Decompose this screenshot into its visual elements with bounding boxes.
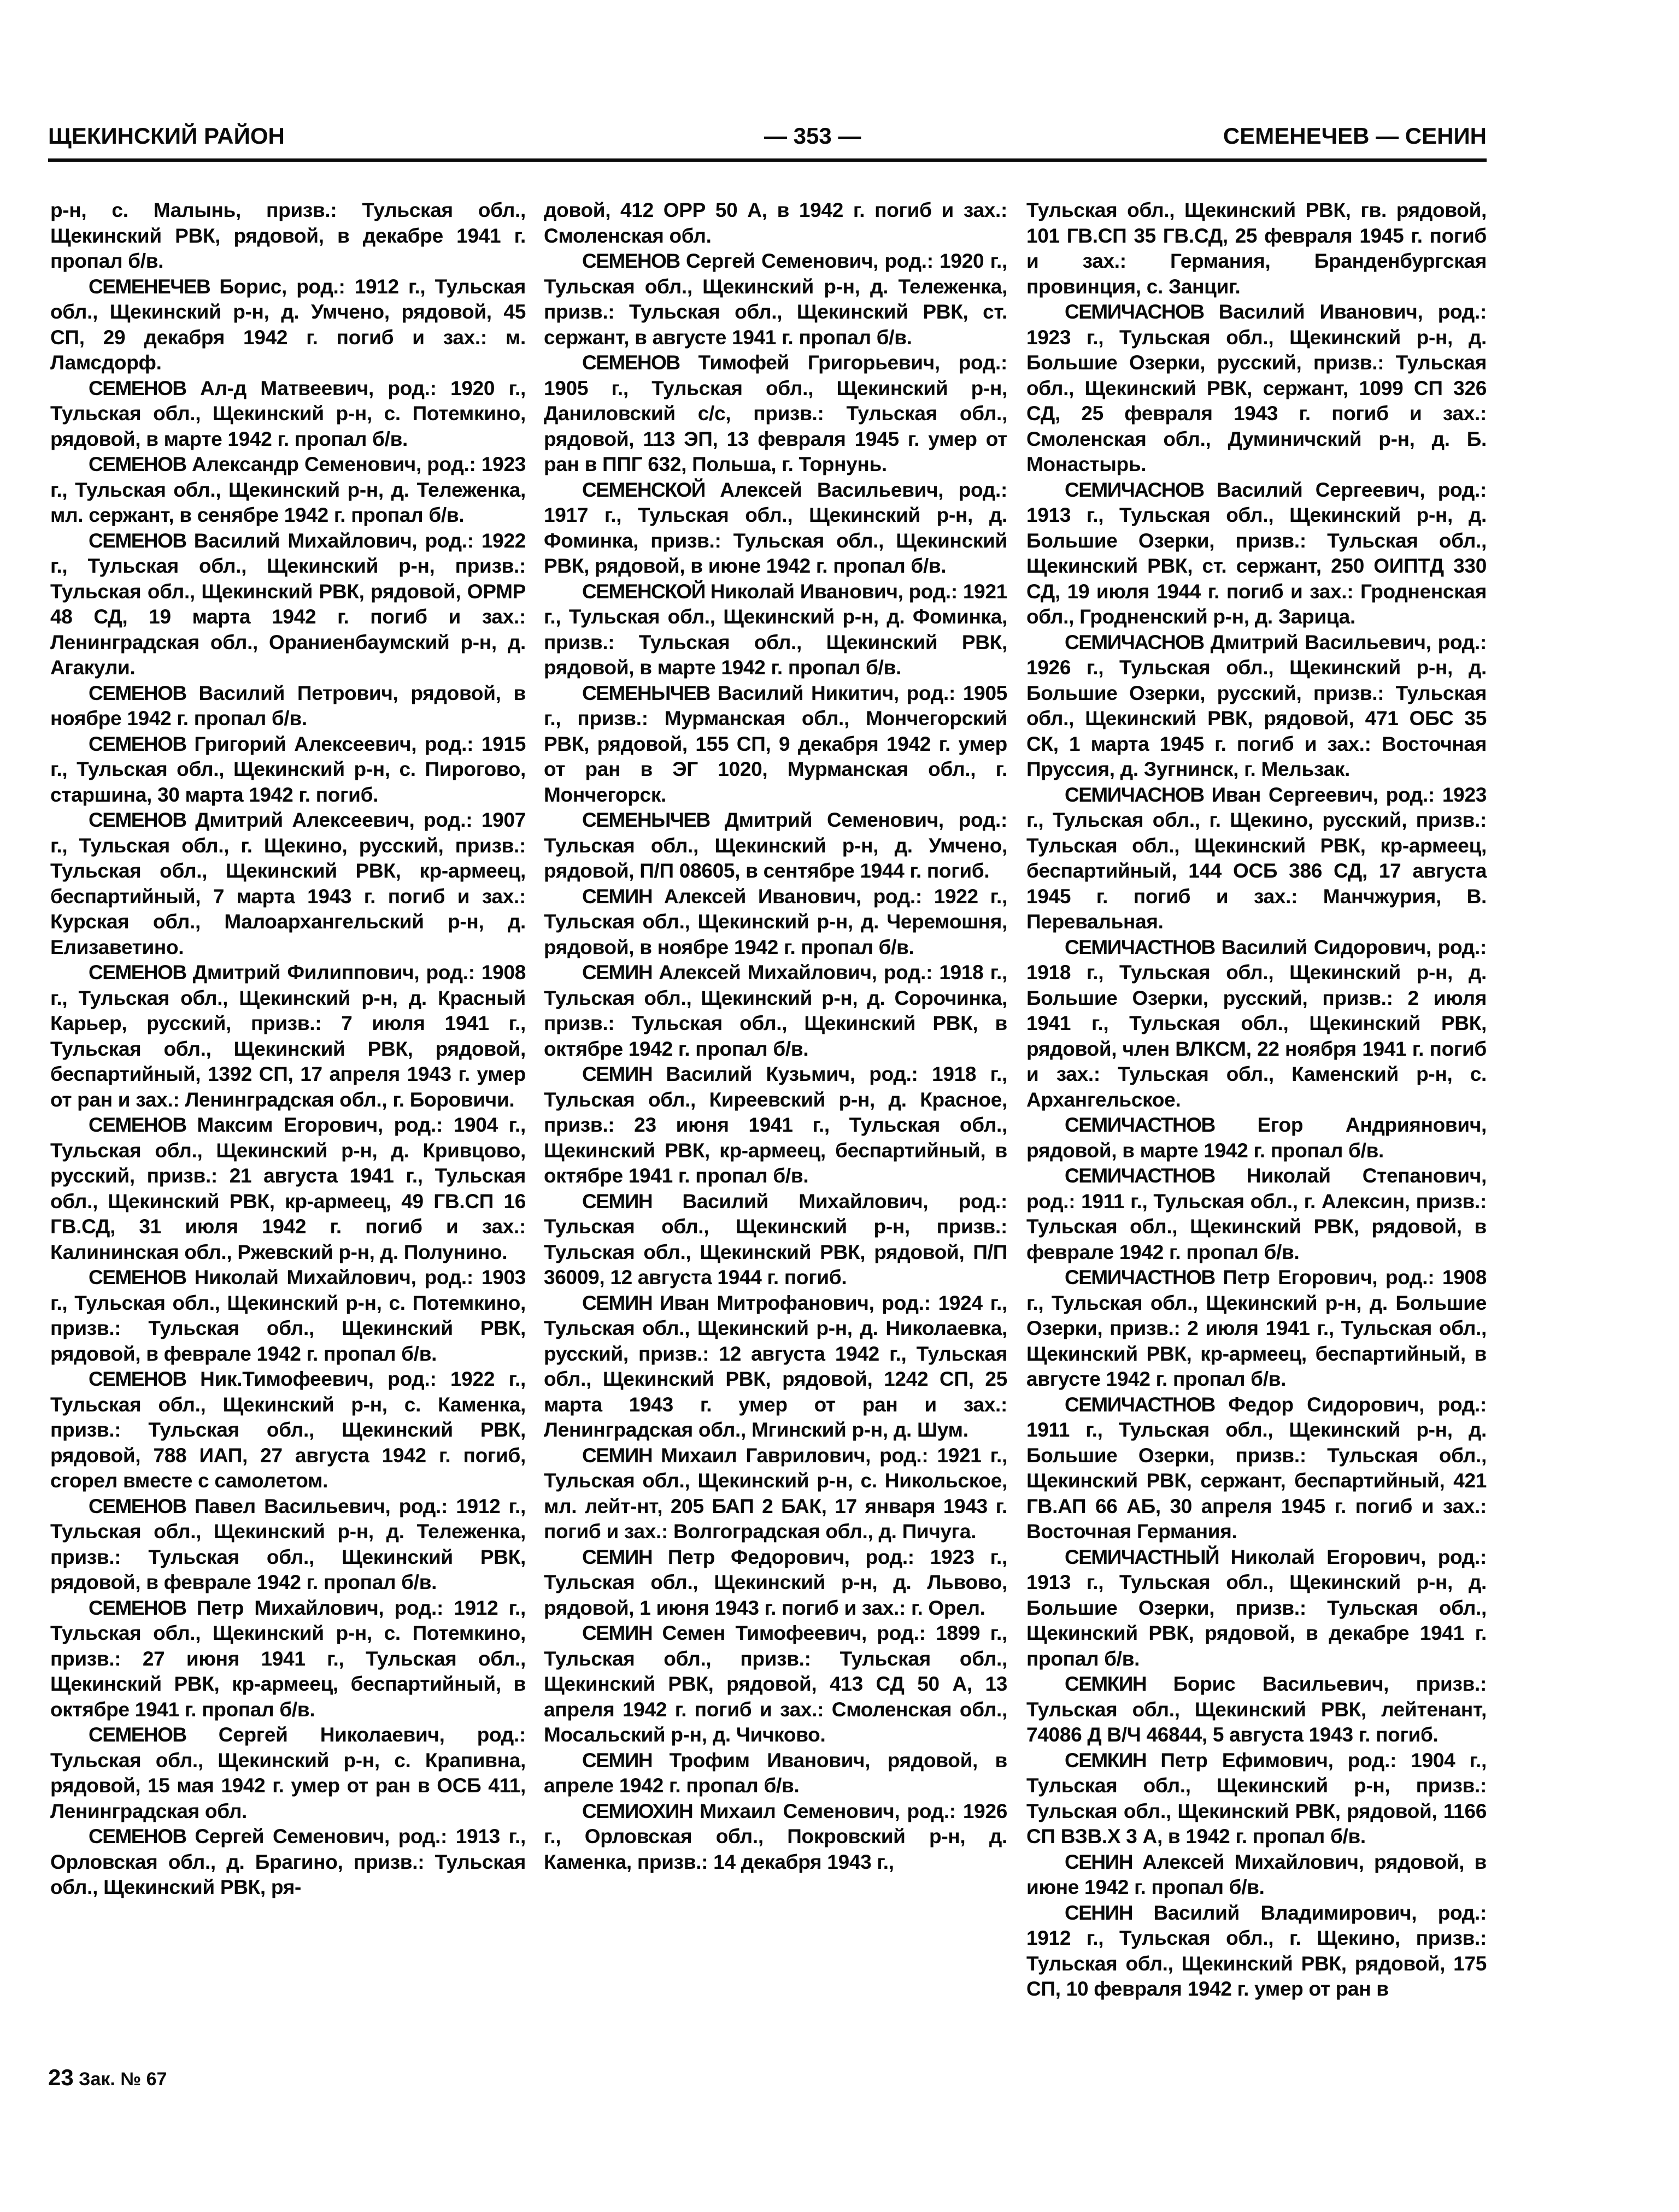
- entry-text: Василий Иванович, род.: 1923 г., Тульская обл., Щекинский р-н, д. Большие Озерки, русский, призв.: Тульская обл., Щекинский РВК, сержант, 1099 СП 326 СД, 25 февраля 1943 г. погиб и зах.: Смоленская обл., Думиничский р-н, д. Б. Монастырь.: [1026, 301, 1487, 475]
- entry-surname: СЕМЕНСКОЙ: [582, 580, 705, 603]
- register-entry: [544, 350, 1007, 478]
- entry-text: Николай Степанович, род.: 1911 г., Тульская обл., г. Алексин, призв.: Тульская обл., Щекинский РВК, рядовой, в феврале 1942 г. пропал б/в.: [1026, 1164, 1487, 1263]
- entry-surname: СЕМКИН: [1065, 1749, 1147, 1772]
- entry-text: Василий Сидорович, род.: 1918 г., Тульская обл., Щекинский р-н, д. Большие Озерки, русский, призв.: 2 июля 1941 г., Тульская обл., Щекинский РВК, рядовой, член ВЛКСМ, 22 ноября 1941 г. погиб и зах.: Тульская обл., Каменский р-н, с. Архангельское.: [1026, 936, 1487, 1111]
- register-entry: [544, 1443, 1007, 1545]
- entry-surname: СЕМЕНОВ: [582, 250, 680, 272]
- header-rule: [48, 158, 1487, 162]
- entry-surname: СЕМЕНОВ: [89, 1723, 186, 1746]
- entry-text: Ник.Тимофеевич, род.: 1922 г., Тульская обл., Щекинский р-н, с. Каменка, призв.: Тульская обл., Щекинский РВК, рядовой, 788 ИАП, 27 августа 1942 г. погиб, сгорел вместе с самолетом.: [50, 1368, 526, 1492]
- register-entry: [50, 1722, 526, 1824]
- entry-surname: СЕМЕНОВ: [89, 1266, 186, 1289]
- entry-text: Трофим Иванович, рядовой, в апреле 1942 г. пропал б/в.: [544, 1749, 1007, 1797]
- register-entry: [50, 1824, 526, 1901]
- entry-surname: СЕМИЧАСТНОВ: [1065, 936, 1215, 958]
- entry-text: Ал-д Матвеевич, род.: 1920 г., Тульская обл., Щекинский р-н, с. Потемкино, рядовой, в марте 1942 г. пропал б/в.: [50, 376, 526, 450]
- register-entry: [1026, 1850, 1487, 1901]
- entry-text: Дмитрий Филиппович, род.: 1908 г., Тульская обл., Щекинский р-н, д. Красный Карьер, русский, призв.: 7 июля 1941 г., Тульская обл., Щекинский РВК, рядовой, беспартийный, 1392 СП, 17 апреля 1943 г. умер от ран и зах.: Ленинградская обл., г. Боровичи.: [50, 961, 526, 1111]
- register-entry: [50, 732, 526, 808]
- signature-number: 23: [48, 2064, 74, 2090]
- entry-text: Николай Михайлович, род.: 1903 г., Тульская обл., Щекинский р-н, с. Потемкино, призв.: Тульская обл., Щекинский РВК, рядовой, в феврале 1942 г. пропал б/в.: [50, 1266, 526, 1365]
- register-entry-continuation: [50, 198, 526, 274]
- register-entry: [544, 681, 1007, 808]
- entry-text: Алексей Михайлович, рядовой, в июне 1942 г. пропал б/в.: [1026, 1850, 1487, 1898]
- entry-surname: СЕМКИН: [1065, 1673, 1147, 1695]
- register-entry: [544, 1748, 1007, 1799]
- register-entry: [1026, 1113, 1487, 1163]
- entry-surname: СЕМИЧАСТНОВ: [1065, 1393, 1215, 1416]
- entry-text: Борис, род.: 1912 г., Тульская обл., Щекинский р-н, д. Умчено, рядовой, 45 СП, 29 декабря 1942 г. погиб и зах.: м. Ламсдорф.: [50, 275, 526, 374]
- register-entry: [544, 1062, 1007, 1189]
- entry-text: Павел Васильевич, род.: 1912 г., Тульская обл., Щекинский р-н, д. Тележенка, призв.: Тульская обл., Щекинский РВК, рядовой, в феврале 1942 г. пропал б/в.: [50, 1495, 526, 1593]
- entry-text: Николай Иванович, род.: 1921 г., Тульская обл., Щекинский р-н, д. Фоминка, призв.: Тульская обл., Щекинский РВК, рядовой, в марте 1942 г. пропал б/в.: [544, 580, 1008, 679]
- register-entry: [50, 1596, 526, 1723]
- register-entry: [50, 1367, 526, 1494]
- entry-text: Алексей Михайлович, род.: 1918 г., Тульская обл., Щекинский р-н, д. Сорочинка, призв.: Тульская обл., Щекинский РВК, в октябре 1942 г. пропал б/в.: [544, 961, 1007, 1060]
- entry-text: Петр Егорович, род.: 1908 г., Тульская обл., Щекинский р-н, д. Большие Озерки, призв.: 2 июля 1941 г., Тульская обл., Щекинский РВК, кр-армеец, беспартийный, в августе 1942 г. пропал б/в.: [1026, 1266, 1487, 1390]
- entry-surname: СЕМИОХИН: [582, 1799, 693, 1822]
- entry-surname: СЕМИН: [582, 961, 653, 984]
- entry-surname: СЕМИН: [582, 1190, 653, 1213]
- entry-surname: СЕМЕНЕЧЕВ: [89, 275, 210, 298]
- entry-surname: СЕМЕНОВ: [89, 376, 186, 399]
- entry-text: Василий Михайлович, род.: Тульская обл., Щекинский р-н, призв.: Тульская обл., Щекинский РВК, рядовой, П/П 36009, 12 августа 1944 г. погиб.: [544, 1190, 1007, 1289]
- print-order: Зак. № 67: [79, 2069, 167, 2090]
- entry-text: Семен Тимофеевич, род.: 1899 г., Тульская обл., призв.: Тульская обл., Щекинский РВК, рядовой, 413 СД 50 А, 13 апреля 1942 г. погиб и зах.: Смоленская обл., Мосальский р-н, д. Чичково.: [544, 1622, 1007, 1746]
- entry-surname: СЕМИЧАСНОВ: [1065, 783, 1204, 806]
- entry-surname: СЕМИН: [582, 885, 653, 908]
- entry-text: р-н, с. Малынь, призв.: Тульская обл., Щекинский РВК, рядовой, в декабре 1941 г. пропал б/в.: [50, 199, 526, 272]
- entry-surname: СЕМИН: [582, 1063, 653, 1085]
- entry-surname: СЕМЕНОВ: [89, 961, 186, 984]
- entry-text: Алексей Иванович, род.: 1922 г., Тульская обл., Щекинский р-н, д. Черемошня, рядовой, в ноябре 1942 г. пропал б/в.: [544, 885, 1007, 958]
- entry-surname: СЕМЕНСКОЙ: [582, 478, 705, 501]
- register-entry: [50, 808, 526, 960]
- register-entry: [544, 1189, 1007, 1291]
- entry-text: Петр Федорович, род.: 1923 г., Тульская обл., Щекинский р-н, д. Львово, рядовой, 1 июня 1943 г. погиб и зах.: г. Орел.: [544, 1545, 1007, 1619]
- entry-surname: СЕМЕНОВ: [89, 1368, 186, 1390]
- entry-text: Александр Семенович, род.: 1923 г., Тульская обл., Щекинский р-н, д. Тележенка, мл. сержант, в сенябре 1942 г. пропал б/в.: [50, 453, 526, 526]
- entry-text: Иван Сергеевич, род.: 1923 г., Тульская обл., г. Щекино, русский, призв.: Тульская обл., Щекинский РВК, кр-армеец, беспартийный, 144 ОСБ 386 СД, 17 августа 1945 г. погиб и зах.: Манчжурия, В. Перевальная.: [1026, 783, 1487, 933]
- entry-surname: СЕМИН: [582, 1444, 653, 1467]
- entry-surname: СЕМИЧАСТНОВ: [1065, 1164, 1215, 1187]
- header-name-range: СЕМЕНЕЧЕВ — СЕНИН: [1223, 123, 1487, 149]
- entry-text: Максим Егорович, род.: 1904 г., Тульская обл., Щекинский р-н, д. Кривцово, русский, призв.: 21 августа 1941 г., Тульская обл., Щекинский РВК, кр-армеец, 49 ГВ.СП 16 ГВ.СД, 31 июля 1942 г. погиб и зах.: Калининская обл., Ржевский р-н, д. Полунино.: [50, 1114, 526, 1263]
- entry-text: Николай Егорович, род.: 1913 г., Тульская обл., Щекинский р-н, д. Большие Озерки, призв.: Тульская обл., Щекинский РВК, рядовой, в декабре 1941 г. пропал б/в.: [1026, 1545, 1487, 1670]
- entry-surname: СЕМЕНОВ: [582, 351, 680, 374]
- entry-surname: СЕМЕНОВ: [89, 1495, 186, 1517]
- entry-text: Василий Сергеевич, род.: 1913 г., Тульская обл., Щекинский р-н, д. Большие Озерки, призв.: Тульская обл., Щекинский РВК, ст. сержант, 250 ОИПТД 330 СД, 19 июля 1944 г. погиб и зах.: Гродненская обл., Гродненский р-н, д. Зарица.: [1026, 478, 1487, 628]
- text-column-2: [544, 198, 1007, 1875]
- register-entry: [1026, 299, 1487, 478]
- entry-text: Федор Сидорович, род.: 1911 г., Тульская обл., Щекинский р-н, д. Большие Озерки, призв.: Тульская обл., Щекинский РВК, сержант, беспартийный, 421 ГВ.АП 66 АБ, 30 апреля 1945 г. погиб и зах.: Восточная Германия.: [1026, 1393, 1487, 1543]
- entry-surname: СЕМИН: [582, 1291, 653, 1314]
- register-entry: [50, 960, 526, 1113]
- entry-surname: СЕМИЧАСНОВ: [1065, 301, 1204, 323]
- entry-surname: СЕМЕНОВ: [89, 681, 186, 704]
- register-entry: [544, 884, 1007, 961]
- entry-text: Михаил Гаврилович, род.: 1921 г., Тульская обл., Щекинский р-н, с. Никольское, мл. лейт-нт, 205 БАП 2 БАК, 17 января 1943 г. погиб и зах.: Волгоградская обл., д. Пичуга.: [544, 1444, 1007, 1543]
- register-entry: [544, 1621, 1007, 1748]
- entry-text: Василий Кузьмич, род.: 1918 г., Тульская обл., Киреевский р-н, д. Красное, призв.: 23 июня 1941 г., Тульская обл., Щекинский РВК, кр-армеец, беспартийный, в октябре 1941 г. пропал б/в.: [544, 1063, 1007, 1187]
- entry-surname: СЕМЕНОВ: [89, 1596, 186, 1619]
- entry-surname: СЕМЕНОВ: [89, 809, 186, 831]
- entry-text: Василий Никитич, род.: 1905 г., призв.: Мурманская обл., Мончегорский РВК, рядовой, 155 СП, 9 декабря 1942 г. умер от ран в ЭГ 1020, Мурманская обл., г. Мончегорск.: [544, 681, 1007, 806]
- register-entry: [1026, 1748, 1487, 1850]
- entry-text: Дмитрий Семенович, род.: Тульская обл., Щекинский р-н, д. Умчено, рядовой, П/П 08605, в сентябре 1944 г. погиб.: [544, 809, 1008, 882]
- header-district: ЩЕКИНСКИЙ РАЙОН: [48, 123, 285, 149]
- entry-surname: СЕМИН: [582, 1545, 653, 1568]
- register-entry: [1026, 1265, 1487, 1392]
- register-entry: [50, 528, 526, 681]
- entry-surname: СЕМЕНОВ: [89, 453, 186, 475]
- register-entry: [50, 452, 526, 528]
- register-entry: [544, 249, 1007, 350]
- register-entry: [544, 960, 1007, 1062]
- register-entry: [1026, 1163, 1487, 1265]
- entry-surname: СЕНИН: [1065, 1850, 1132, 1873]
- entry-surname: СЕМИН: [582, 1749, 653, 1772]
- register-entry: [50, 1113, 526, 1265]
- entry-surname: СЕМИЧАСТНОВ: [1065, 1266, 1215, 1289]
- entry-surname: СЕМЕНЫЧЕВ: [582, 681, 710, 704]
- entry-text: Василий Владимирович, род.: 1912 г., Тульская обл., г. Щекино, призв.: Тульская обл., Щекинский РВК, рядовой, 175 СП, 10 февраля 1942 г. умер от ран в: [1026, 1901, 1487, 2000]
- entry-text: Петр Ефимович, род.: 1904 г., Тульская обл., Щекинский р-н, призв.: Тульская обл., Щекинский РВК, рядовой, 1166 СП ВЗВ.Х 3 А, в 1942 г. пропал б/в.: [1026, 1749, 1487, 1848]
- entry-text: Дмитрий Алексеевич, род.: 1907 г., Тульская обл., г. Щекино, русский, призв.: Тульская обл., Щекинский РВК, кр-армеец, беспартийный, 7 марта 1943 г. погиб и зах.: Курская обл., Малоархангельский р-н, д. Елизаветино.: [50, 809, 526, 958]
- register-entry: [1026, 1545, 1487, 1672]
- register-entry: [1026, 783, 1487, 935]
- entry-text: Василий Петрович, рядовой, в ноябре 1942 г. пропал б/в.: [50, 681, 526, 730]
- register-entry: [1026, 1672, 1487, 1748]
- entry-surname: СЕМЕНОВ: [89, 1825, 186, 1848]
- entry-text: Григорий Алексеевич, род.: 1915 г., Тульская обл., Щекинский р-н, с. Пирогово, старшина, 30 марта 1942 г. погиб.: [50, 732, 526, 806]
- register-entry: [1026, 630, 1487, 783]
- register-entry: [544, 478, 1007, 579]
- entry-text: Борис Васильевич, призв.: Тульская обл., Щекинский РВК, лейтенант, 74086 Д В/Ч 46844, 5 августа 1943 г. погиб.: [1026, 1673, 1487, 1746]
- register-entry: [50, 681, 526, 732]
- register-entry-continuation: [544, 198, 1007, 249]
- printer-footer: [48, 2064, 167, 2091]
- register-entry: [544, 579, 1007, 681]
- entry-text: Алексей Васильевич, род.: 1917 г., Тульская обл., Щекинский р-н, д. Фоминка, призв.: Тульская обл., Щекинский РВК, рядовой, в июне 1942 г. пропал б/в.: [544, 478, 1007, 577]
- entry-text: Сергей Семенович, род.: 1913 г., Орловская обл., д. Брагино, призв.: Тульская обл., Щекинский РВК, ря-: [50, 1825, 526, 1898]
- entry-text: довой, 412 ОРР 50 А, в 1942 г. погиб и зах.: Смоленская обл.: [544, 199, 1007, 247]
- register-entry: [1026, 1392, 1487, 1545]
- page-number: — 353 —: [764, 123, 861, 149]
- entry-text: Михаил Семенович, род.: 1926 г., Орловская обл., Покровский р-н, д. Каменка, призв.: 14 декабря 1943 г.,: [544, 1799, 1008, 1873]
- entry-surname: СЕМИЧАСТНОВ: [1065, 1114, 1215, 1136]
- running-header: [48, 117, 1487, 156]
- register-entry: [1026, 478, 1487, 630]
- entry-surname: СЕМЕНОВ: [89, 732, 186, 755]
- register-entry: [1026, 935, 1487, 1113]
- entry-text: Сергей Семенович, род.: 1920 г., Тульская обл., Щекинский р-н, д. Тележенка, призв.: Тульская обл., Щекинский РВК, ст. сержант, в августе 1941 г. пропал б/в.: [544, 250, 1007, 349]
- entry-text: Василий Михайлович, род.: 1922 г., Тульская обл., Щекинский р-н, призв.: Тульская обл., Щекинский РВК, рядовой, ОРМР 48 СД, 19 марта 1942 г. погиб и зах.: Ленинградская обл., Ораниенбаумский р-н, д. Агакули.: [50, 529, 526, 679]
- entry-text: Егор Андриянович, рядовой, в марте 1942 г. пропал б/в.: [1026, 1114, 1487, 1162]
- entry-surname: СЕМЕНОВ: [89, 1114, 186, 1136]
- register-entry: [50, 376, 526, 452]
- register-entry: [544, 1799, 1007, 1875]
- register-entry: [50, 1265, 526, 1367]
- entry-surname: СЕНИН: [1065, 1901, 1132, 1924]
- text-column-3: [1026, 198, 1487, 2002]
- entry-surname: СЕМЕНОВ: [89, 529, 186, 552]
- entry-text: Иван Митрофанович, род.: 1924 г., Тульская обл., Щекинский р-н, д. Николаевка, русский, призв.: 12 августа 1942 г., Тульская обл., Щекинский РВК, рядовой, 1242 СП, 25 марта 1943 г. умер от ран и зах.: Ленинградская обл., Мгинский р-н, д. Шум.: [544, 1291, 1007, 1441]
- entry-text: Тульская обл., Щекинский РВК, гв. рядовой, 101 ГВ.СП 35 ГВ.СД, 25 февраля 1945 г. погиб и зах.: Германия, Бранденбургская провинция, с. Занциг.: [1026, 199, 1487, 298]
- entry-surname: СЕМИЧАСНОВ: [1065, 631, 1204, 654]
- entry-surname: СЕМИЧАСТНЫЙ: [1065, 1545, 1219, 1568]
- entry-text: Петр Михайлович, род.: 1912 г., Тульская обл., Щекинский р-н, с. Потемкино, призв.: 27 июня 1941 г., Тульская обл., Щекинский РВК, кр-армеец, беспартийный, в октябре 1941 г. пропал б/в.: [50, 1596, 526, 1721]
- register-entry: [1026, 1901, 1487, 2002]
- entry-surname: СЕМИЧАСНОВ: [1065, 478, 1204, 501]
- register-entry: [50, 274, 526, 376]
- entry-text: Дмитрий Васильевич, род.: 1926 г., Тульская обл., Щекинский р-н, д. Большие Озерки, русский, призв.: Тульская обл., Щекинский РВК, рядовой, 471 ОБС 35 СК, 1 марта 1945 г. погиб и зах.: Восточная Пруссия, д. Зугнинск, г. Мельзак.: [1026, 631, 1487, 780]
- register-entry: [50, 1494, 526, 1596]
- register-entry-continuation: [1026, 198, 1487, 299]
- entry-text: Сергей Николаевич, род.: Тульская обл., Щекинский р-н, с. Крапивна, рядовой, 15 мая 1942 г. умер от ран в ОСБ 411, Ленинградская обл.: [50, 1723, 526, 1822]
- register-entry: [544, 1545, 1007, 1621]
- register-entry: [544, 1291, 1007, 1443]
- entry-surname: СЕМЕНЫЧЕВ: [582, 809, 710, 831]
- text-column-1: [50, 198, 526, 1901]
- entry-surname: СЕМИН: [582, 1622, 653, 1644]
- entry-text: Тимофей Григорьевич, род.: 1905 г., Тульская обл., Щекинский р-н, Даниловский с/с, призв.: Тульская обл., рядовой, 113 ЭП, 13 февраля 1945 г. умер от ран в ППГ 632, Польша, г. Торнунь.: [544, 351, 1007, 475]
- register-entry: [544, 808, 1007, 884]
